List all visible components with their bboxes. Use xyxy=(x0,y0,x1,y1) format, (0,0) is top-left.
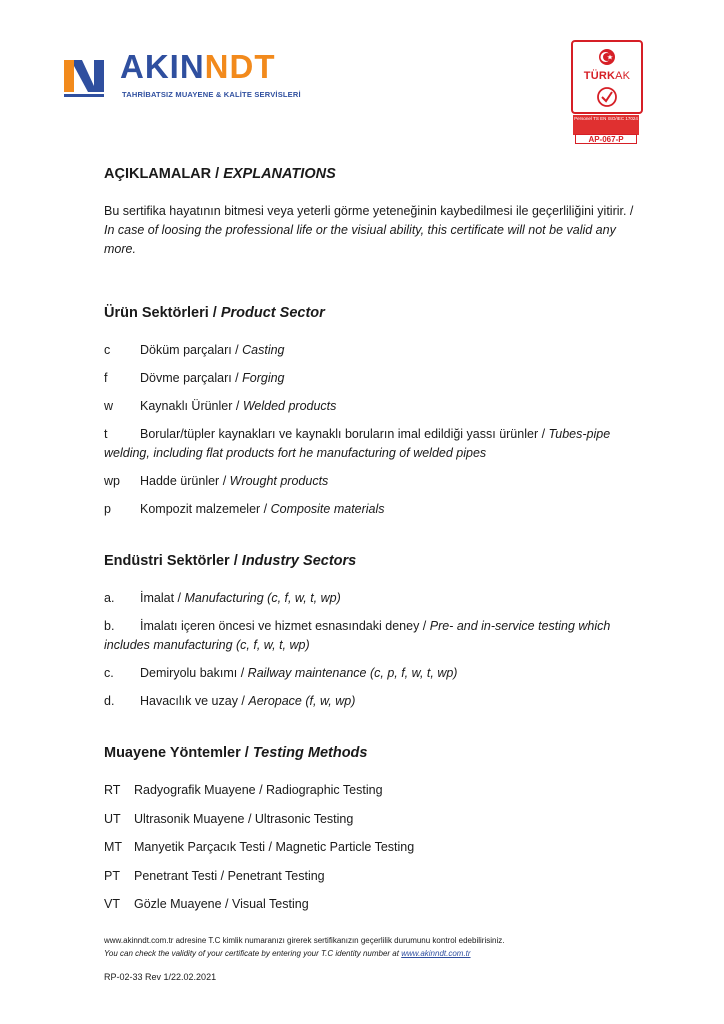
method-name: Radyografik Muayene / Radiographic Testing xyxy=(134,783,383,797)
method-name: Ultrasonik Muayene / Ultrasonic Testing xyxy=(134,811,354,826)
product-sector-item xyxy=(104,341,644,360)
sector-code: c xyxy=(104,343,111,357)
industry-sectors-section xyxy=(104,551,644,711)
sector-code: p xyxy=(104,502,111,516)
method-name: Penetrant Testi / Penetrant Testing xyxy=(134,868,325,883)
product-sector-item xyxy=(104,425,644,463)
testing-method-item xyxy=(104,810,644,829)
turkak-name-main: TÜRK xyxy=(583,70,616,82)
testing-methods-title-en: Testing Methods xyxy=(252,745,368,761)
industry-sector-item xyxy=(104,617,644,655)
product-sectors-title-tr: Ürün Sektörleri / xyxy=(104,305,221,321)
explanations-section xyxy=(104,164,644,259)
footer-note xyxy=(104,934,664,960)
sector-name-en: Aeropace (f, w, wp) xyxy=(248,694,356,708)
akinndt-logo-icon xyxy=(64,52,108,100)
turkak-name xyxy=(573,70,641,82)
sector-name-en: Wrought products xyxy=(229,474,329,488)
testing-method-item xyxy=(104,867,644,886)
footer-line-tr: www.akinndt.com.tr adresine T.C kimlik numaranızı girerek sertifikanızın geçerlilik durumunu kontrol edebilirisiniz. xyxy=(104,936,505,945)
testing-method-item xyxy=(104,838,644,857)
turkak-standard-band: Personel TS EN ISO/IEC 17024 xyxy=(573,115,639,135)
sector-name-en: Welded products xyxy=(242,399,337,413)
testing-methods-heading xyxy=(104,743,644,763)
product-sectors-section xyxy=(104,303,644,519)
explanations-text xyxy=(104,202,644,259)
method-code: MT xyxy=(104,840,123,854)
sector-name-en: Pre- and in-service testing which includes manufacturing (c, f, w, t, wp) xyxy=(104,619,611,652)
sector-name-en: Forging xyxy=(242,371,285,385)
check-circle-icon xyxy=(573,85,641,109)
product-sectors-heading xyxy=(104,303,644,323)
product-sector-item xyxy=(104,369,644,388)
sector-name-tr: İmalat / xyxy=(140,591,185,605)
sector-name-tr: Havacılık ve uzay / xyxy=(140,694,249,708)
industry-sector-item xyxy=(104,692,644,711)
document-body xyxy=(104,164,644,946)
explanations-heading xyxy=(104,164,644,184)
industry-sector-item xyxy=(104,589,644,608)
industry-sector-item xyxy=(104,664,644,683)
sector-code: c. xyxy=(104,666,114,680)
method-name: Gözle Muayene / Visual Testing xyxy=(134,897,309,911)
sector-name-tr: Kaynaklı Ürünler / xyxy=(140,399,243,413)
footer-line-en-text: You can check the validity of your certificate by entering your T.C identity number at xyxy=(104,949,402,958)
testing-method-item xyxy=(104,895,644,914)
product-sector-item xyxy=(104,500,644,519)
document-revision: RP-02-33 Rev 1/22.02.2021 xyxy=(104,972,217,982)
sector-code: f xyxy=(104,371,108,385)
sector-name-en: Manufacturing (c, f, w, t, wp) xyxy=(184,591,341,605)
explanations-title-en: EXPLANATIONS xyxy=(223,166,336,182)
turkish-flag-icon xyxy=(573,44,641,72)
method-name: Manyetik Parçacık Testi / Magnetic Particle Testing xyxy=(134,840,415,854)
sector-code: a. xyxy=(104,591,115,605)
explanations-title-tr: AÇIKLAMALAR / xyxy=(104,166,224,182)
sector-name-en: Railway maintenance (c, p, f, w, t, wp) xyxy=(247,666,458,680)
footer-line-en xyxy=(104,947,664,960)
logo-name-main: AKIN xyxy=(120,48,205,85)
sector-name-tr: Dövme parçaları / xyxy=(140,371,243,385)
method-code: RT xyxy=(104,783,121,797)
sector-name-tr: Hadde ürünler / xyxy=(140,474,230,488)
industry-sectors-title-en: Industry Sectors xyxy=(241,553,357,569)
turkak-accreditation-badge xyxy=(571,40,641,144)
sector-name-en: Casting xyxy=(242,343,285,357)
sector-name-tr: Demiryolu bakımı / xyxy=(140,666,248,680)
sector-name-en: Tubes-pipe welding, including flat products fort he manufacturing of welded pipes xyxy=(104,427,611,460)
industry-sectors-heading xyxy=(104,551,644,571)
sector-name-tr: Borular/tüpler kaynakları ve kaynaklı boruların imal edildiği yassı ürünler / xyxy=(140,427,549,441)
logo-name-accent: NDT xyxy=(204,48,276,85)
turkak-name-accent: AK xyxy=(615,70,631,82)
testing-methods-section xyxy=(104,743,644,914)
method-code: VT xyxy=(104,897,120,911)
sector-code: t xyxy=(104,427,108,441)
testing-method-item xyxy=(104,781,644,800)
explanations-text-tr: Bu sertifika hayatının bitmesi veya yeterli görme yeteneğinin kaybedilmesi ile geçerliliğini yitirir. / xyxy=(104,204,634,218)
method-code: PT xyxy=(104,868,120,883)
logo-wordmark xyxy=(120,48,276,86)
verification-link[interactable]: www.akinndt.com.tr xyxy=(401,949,471,958)
logo-subtitle: TAHRİBATSIZ MUAYENE & KALİTE SERVİSLERİ xyxy=(122,90,301,99)
turkak-accreditation-code: AP-067-P xyxy=(575,134,637,144)
turkak-frame xyxy=(571,40,643,114)
product-sector-item xyxy=(104,397,644,416)
sector-name-tr: Döküm parçaları / xyxy=(140,343,243,357)
sector-code: w xyxy=(104,399,114,413)
product-sector-item xyxy=(104,472,644,491)
product-sectors-title-en: Product Sector xyxy=(220,305,325,321)
sector-code: b. xyxy=(104,619,115,633)
sector-name-tr: İmalatı içeren öncesi ve hizmet esnasındaki deney / xyxy=(140,619,430,633)
sector-code: wp xyxy=(104,474,120,488)
industry-sectors-title-tr: Endüstri Sektörler / xyxy=(104,553,242,569)
sector-name-en: Composite materials xyxy=(270,502,385,516)
method-code: UT xyxy=(104,811,121,826)
testing-methods-title-tr: Muayene Yöntemler / xyxy=(104,745,253,761)
sector-name-tr: Kompozit malzemeler / xyxy=(140,502,271,516)
sector-code: d. xyxy=(104,694,115,708)
explanations-text-en: In case of loosing the professional life or the visiual ability, this certificate will not be valid any more. xyxy=(104,223,616,256)
